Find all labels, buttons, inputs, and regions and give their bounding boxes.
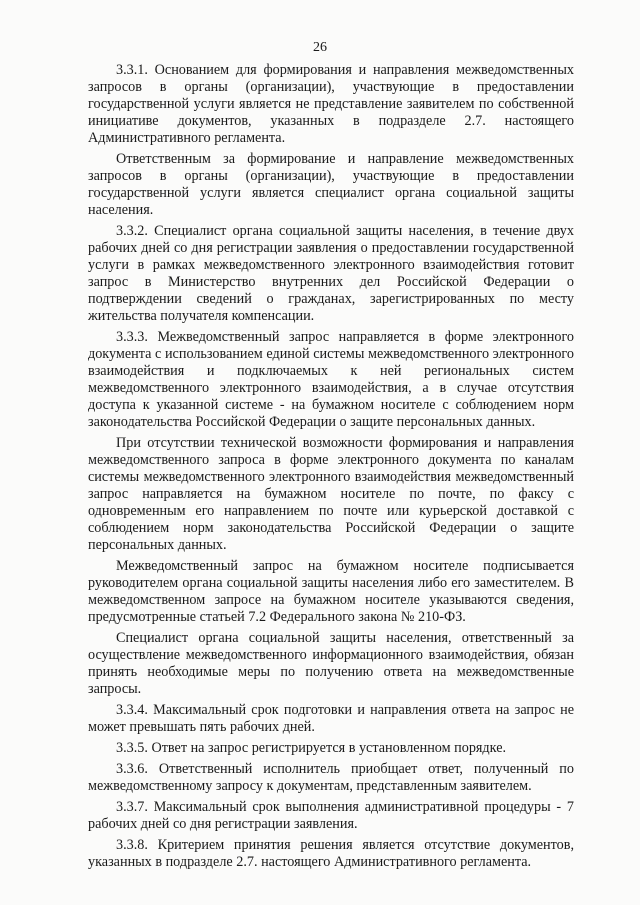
paragraph-responsible-specialist: Ответственным за формирование и направление межведомственных запросов в органы (организации), участвующие в предоставлении государственной услуги является специалист органа социальной защиты населения.	[88, 151, 574, 218]
paragraph-3-3-1: 3.3.1. Основанием для формирования и направления межведомственных запросов в органы (организации), участвующие в предоставлении государственной услуги является не представление заявителем по собственной инициативе документов, указанных в подразделе 2.7. настоящего Административного регламента.	[88, 62, 574, 146]
paragraph-3-3-5: 3.3.5. Ответ на запрос регистрируется в установленном порядке.	[116, 740, 507, 756]
paragraph-paper-request: При отсутствии технической возможности формирования и направления межведомственного запроса в форме электронного документа по каналам системы межведомственного электронного взаимодействия межведомственный запрос направляется на бумажном носителе по почте, по факсу с одновременным его направлением по почте или курьерской доставкой с соблюдением норм законодательства Российской Федерации о защите персональных данных.	[88, 435, 574, 553]
paragraph-3-3-2: 3.3.2. Специалист органа социальной защиты населения, в течение двух рабочих дней со дня регистрации заявления о предоставлении государственной услуги в рамках межведомственного электронного взаимодействия готовит запрос в Министерство внутренних дел Российской Федерации о подтверждении сведений о гражданах, зарегистрированных по месту жительства получателя компенсации.	[88, 223, 574, 324]
paragraph-3-3-6: 3.3.6. Ответственный исполнитель приобщает ответ, полученный по межведомственному запросу к документам, представленным заявителем.	[88, 761, 574, 794]
paragraph-interaction-specialist: Специалист органа социальной защиты населения, ответственный за осуществление межведомственного информационного взаимодействия, обязан принять необходимые меры по получению ответа на межведомственные запросы.	[88, 630, 574, 697]
page-number: 26	[313, 40, 327, 55]
paragraph-3-3-3: 3.3.3. Межведомственный запрос направляется в форме электронного документа с использованием единой системы межведомственного электронного взаимодействия и подключаемых к ней региональных систем межведомственного электронного взаимодействия, а в случае отсутствия доступа к указанной системе - на бумажном носителе с соблюдением норм законодательства Российской Федерации о защите персональных данных.	[88, 329, 574, 430]
paragraph-3-3-8: 3.3.8. Критерием принятия решения является отсутствие документов, указанных в подразделе 2.7. настоящего Административного регламента.	[88, 837, 574, 870]
paragraph-request-signature: Межведомственный запрос на бумажном носителе подписывается руководителем органа социальной защиты населения либо его заместителем. В межведомственном запросе на бумажном носителе указываются сведения, предусмотренные статьей 7.2 Федерального закона № 210-ФЗ.	[88, 558, 574, 625]
paragraph-3-3-7: 3.3.7. Максимальный срок выполнения административной процедуры - 7 рабочих дней со дня регистрации заявления.	[88, 799, 574, 832]
paragraph-3-3-4: 3.3.4. Максимальный срок подготовки и направления ответа на запрос не может превышать пять рабочих дней.	[88, 702, 574, 735]
page-body	[88, 62, 574, 875]
